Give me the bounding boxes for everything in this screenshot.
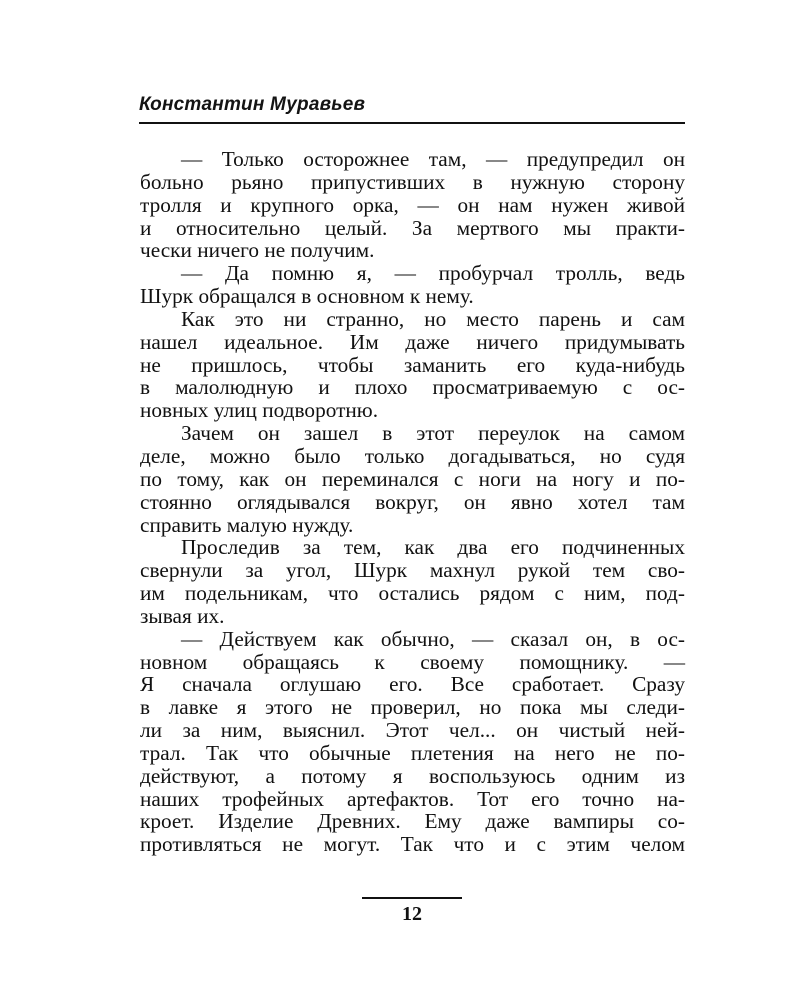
text-line: — Да помню я, — пробурчал тролль, ведь	[181, 261, 685, 286]
text-line: справить малую нужду.	[140, 512, 354, 537]
text-line: и относительно целый. За мертвого мы практи-	[140, 215, 685, 240]
text-line: свернули за угол, Шурк махнул рукой тем сво-	[140, 558, 685, 583]
text-line: ли за ним, выяснил. Этот чел... он чистый ней-	[140, 718, 685, 743]
text-line: новных улиц подворотню.	[140, 398, 379, 423]
text-line: Я сначала оглушаю его. Все сработает. Сразу	[140, 672, 685, 697]
running-head-author: Константин Муравьев	[139, 94, 366, 115]
text-line: тролля и крупного орка, — он нам нужен живой	[140, 192, 685, 217]
text-line: Шурк обращался в основном к нему.	[140, 284, 474, 309]
text-line: нашел идеальное. Им даже ничего придумывать	[140, 329, 685, 354]
footer-rule	[362, 897, 462, 899]
text-line: стоянно оглядывался вокруг, он явно хотел там	[140, 489, 685, 514]
body-text	[140, 148, 685, 856]
text-line: в малолюдную и плохо просматриваемую с ос-	[140, 375, 685, 400]
text-line: больно рьяно припустивших в нужную сторону	[140, 169, 685, 194]
text-line: Проследив за тем, как два его подчиненных	[181, 535, 685, 560]
text-line: зывая их.	[140, 603, 225, 628]
header-rule	[139, 122, 685, 124]
text-line: новном обращаясь к своему помощнику. —	[140, 649, 685, 674]
text-line: — Действуем как обычно, — сказал он, в ос-	[181, 626, 685, 651]
text-line: деле, можно было только догадываться, но судя	[140, 443, 685, 468]
text-line: по тому, как он переминался с ноги на ногу и по-	[140, 466, 685, 491]
text-line: им подельникам, что остались рядом с ним, под-	[140, 581, 685, 606]
text-line: не пришлось, чтобы заманить его куда-нибудь	[140, 352, 685, 377]
page-number: 12	[402, 903, 422, 925]
text-line: действуют, а потому я воспользуюсь одним из	[140, 763, 685, 788]
text-line: — Только осторожнее там, — предупредил он	[181, 147, 685, 171]
text-line: трал. Так что обычные плетения на него не по-	[140, 740, 685, 765]
text-line: наших трофейных артефактов. Тот его точно на-	[140, 786, 685, 811]
text-line: в лавке я этого не проверил, но пока мы следи-	[140, 695, 685, 720]
text-line: Как это ни странно, но место парень и сам	[181, 306, 685, 331]
text-line: Зачем он зашел в этот переулок на самом	[181, 421, 685, 446]
text-line: противляться не могут. Так что и с этим челом	[140, 832, 685, 857]
text-line: кроет. Изделие Древних. Ему даже вампиры со-	[140, 809, 685, 834]
text-line: чески ничего не получим.	[140, 238, 375, 263]
